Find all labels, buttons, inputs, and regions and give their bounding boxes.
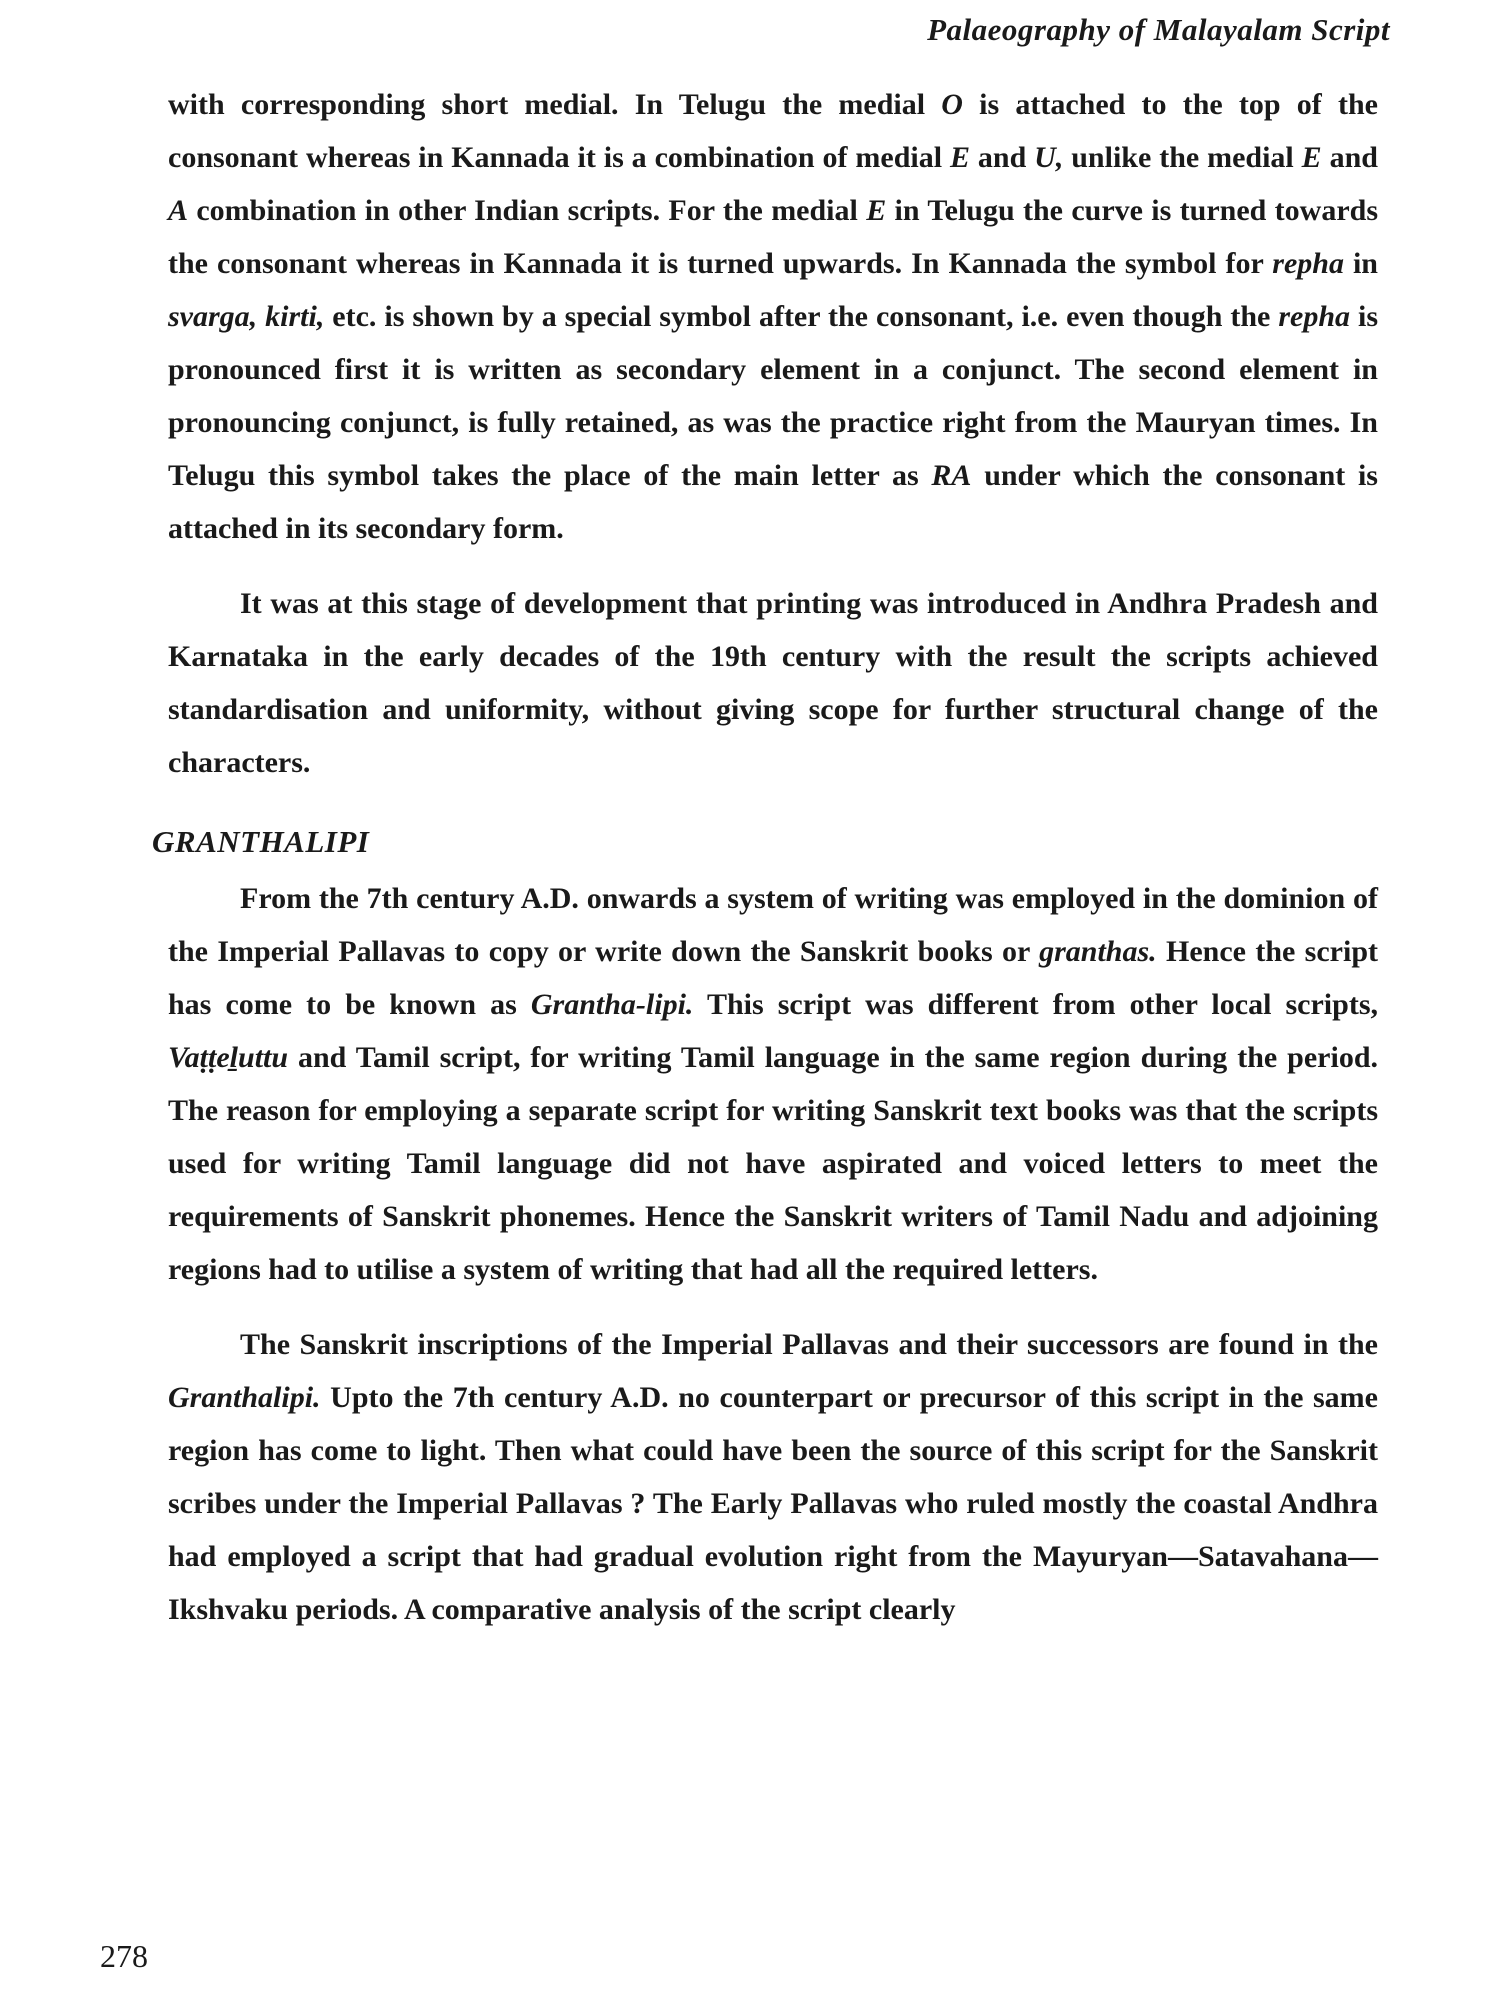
italic-term: Grantha-lipi. [530, 988, 694, 1021]
text-run: is attached to the top of the consonant whereas in Kannada it is a combination of medial [168, 88, 1378, 174]
italic-term: A [168, 194, 189, 227]
italic-term: O [941, 88, 963, 121]
text-run: with corresponding short medial. In Telugu the medial [168, 88, 942, 121]
text-run: It was at this stage of development that printing was introduced in Andhra Pradesh and Karnataka in the early decades of the 19th century with the result the scripts achieved standardisation and uniformity, without giving scope for further structural change of the characters. [168, 587, 1378, 779]
page-body [152, 78, 1378, 1636]
italic-term: repha [1272, 247, 1344, 280]
italic-term: repha [1278, 300, 1351, 333]
text-run [257, 300, 265, 333]
text-run: and Tamil script, for writing Tamil language in the same region during the period. The reason for employing a separate script for writing Sanskrit text books was that the scripts used for writing Tamil language did not have aspirated and voiced letters to meet the requirements of Sanskrit phonemes. Hence the Sanskrit writers of Tamil Nadu and adjoining regions had to utilise a system of writing that had all the required letters. [168, 1041, 1378, 1286]
section-heading-granthalipi: GRANTHALIPI [152, 824, 370, 859]
text-run: in Telugu the curve is turned towards the consonant whereas in Kannada it is turned upwards. In Kannada the symbol for [168, 194, 1378, 280]
italic-term: E [866, 194, 887, 227]
text-run: Upto the 7th century A.D. no counterpart or precursor of this script in the same region has come to light. Then what could have been the source of this script for the Sanskrit scribes under the Imperial Pallavas ? The Early Pallavas who ruled mostly the coastal Andhra had employed a script that had gradual evolution right from the Mayuryan—Satavahana—Ikshvaku periods. A comparative analysis of the script clearly [168, 1381, 1378, 1626]
text-run: The Sanskrit inscriptions of the Imperial Pallavas and their successors are found in the [240, 1328, 1378, 1361]
text-run: combination in other Indian scripts. For the medial [188, 194, 867, 227]
text-run: This script was different from other local scripts, [693, 988, 1378, 1021]
italic-term: Granthalipi. [168, 1381, 321, 1414]
italic-term: E [949, 141, 970, 174]
italic-term: kirti, [265, 300, 325, 333]
italic-term: E [1301, 141, 1322, 174]
text-run: etc. is shown by a special symbol after the consonant, i.e. even though the [324, 300, 1279, 333]
text-run: under which the consonant is attached in its secondary form. [168, 459, 1378, 545]
paragraph-granthalipi-origin [168, 872, 1378, 1296]
italic-term: granthas. [1039, 935, 1157, 968]
text-run: unlike the medial [1063, 141, 1302, 174]
running-header: Palaeography of Malayalam Script [927, 12, 1390, 47]
text-run: and [1321, 141, 1378, 174]
italic-term: U, [1034, 141, 1064, 174]
text-run: and [969, 141, 1035, 174]
paragraph-telugu-kannada-medials [168, 78, 1378, 555]
text-run: From the 7th century A.D. onwards a system of writing was employed in the dominion of the Imperial Pallavas to copy or write down the Sanskrit books or [168, 882, 1378, 968]
italic-term: RA [931, 459, 972, 492]
italic-term: svarga, [168, 300, 258, 333]
paragraph-printing-introduction [168, 577, 1378, 789]
text-run: is pronounced first it is written as secondary element in a conjunct. The second element in pronouncing conjunct, is fully retained, as was the practice right from the Mauryan times. In Telugu this symbol takes the place of the main letter as [168, 300, 1378, 492]
text-run: in [1343, 247, 1378, 280]
italic-term: Vaṭṭeḻuttu [168, 1041, 289, 1074]
page-number: 278 [100, 1938, 148, 1974]
paragraph-pallava-inscriptions [168, 1318, 1378, 1636]
text-run: Hence the script has come to be known as [168, 935, 1378, 1021]
